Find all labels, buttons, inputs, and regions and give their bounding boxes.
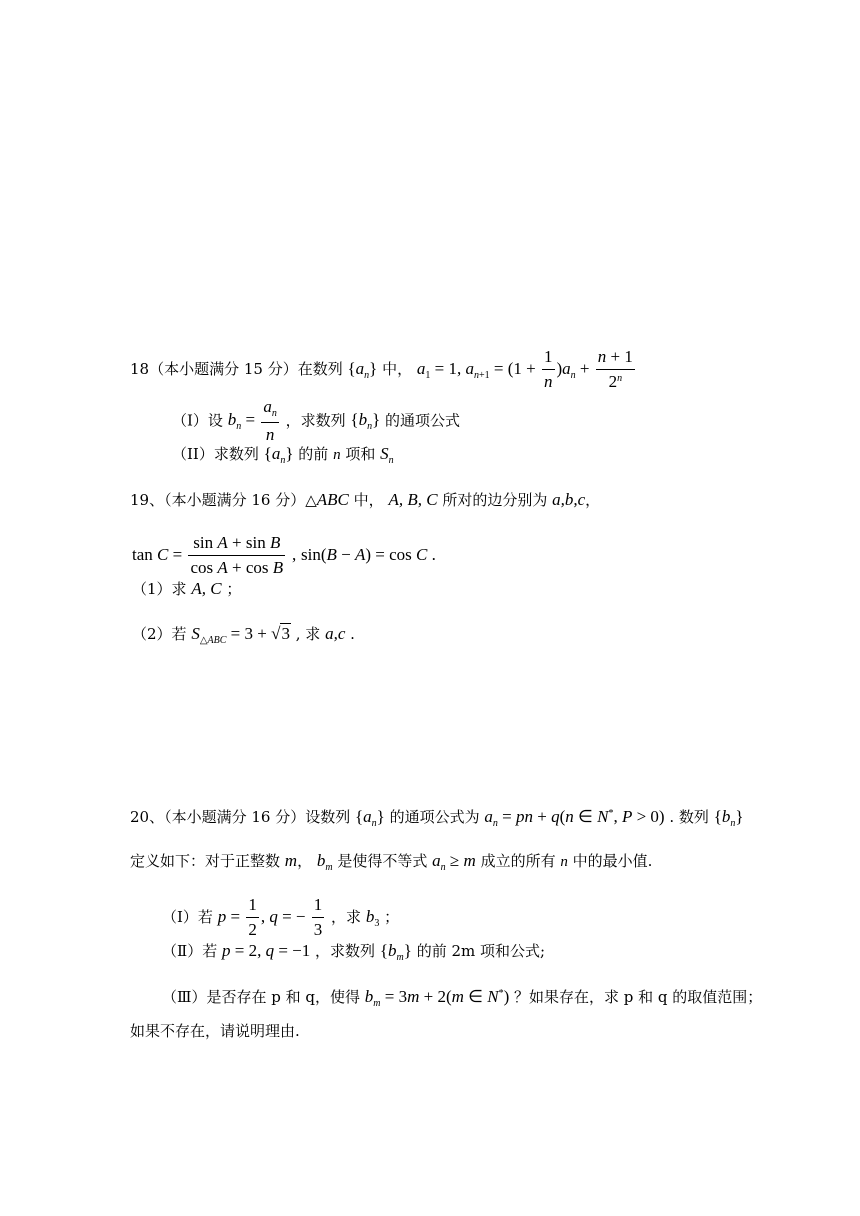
q20-part2: （Ⅱ）若 p = 2, q = −1 ，求数列 $\{b_m\}$ 的前 2m 项和公式;	[162, 941, 546, 963]
q18-bn-definition: $b_n$ = $\frac{a_n}{n}$	[227, 397, 277, 444]
q20-part2-formula: p = 2, q = −1	[221, 941, 311, 960]
q20-seq-b: $\{b_n\}$	[713, 807, 744, 829]
q18-seq: $\{a_n\}$	[347, 358, 378, 381]
q19-tan-formula: tan C = $\frac{\text{sin A + sin B}}{\text{cos A + cos B}}$	[132, 533, 284, 577]
q20-definition: 定义如下：对于正整数 m， $b_m$ 是使得不等式 $a_n \ge m$ 成立的所有 n 中的最小值.	[130, 851, 653, 873]
q20-part3: （Ⅲ）是否存在 p 和 q，使得 $b_m = 3m + 2(m$ ∈ N*) ？如果存在，求 p 和 q 的取值范围；	[162, 987, 763, 1009]
q18-part1: （I）设 $b_n$ = $\frac{a_n}{n}$ ，求数列 $\{b_n\}$ 的通项公式	[172, 397, 461, 444]
q20-part1: （Ⅰ）若 p = $\frac{1}{2}$ , q = − $\frac{1}{3}$ ，求 $b_3$ ；	[162, 895, 400, 939]
q20-inequality: $a_n \ge m$	[432, 851, 476, 873]
q20-part1-formula: p = $\frac{1}{2}$ , q = − $\frac{1}{3}$	[217, 895, 323, 939]
q19-part1: （1）求 A, C ；	[132, 579, 242, 598]
q18-part2: （II）求数列 $\{a_n\}$ 的前 n 项和 $S_n$	[172, 444, 394, 466]
q19-conditions: tan C = $\frac{\text{sin A + sin B}}{\text{cos A + cos B}}$ , sin(B − A) = cos C .	[132, 533, 436, 577]
q18-part2-seq: $\{a_n\}$	[263, 444, 294, 466]
q18-part1-seq: $\{b_n\}$	[350, 410, 381, 433]
q20-bm: $b_m$	[316, 851, 333, 873]
q20-part1-target: $b_3$	[365, 906, 380, 929]
q19-heading: 19、（本小题满分 16 分）△ABC 中， A, B, C 所对的边分别为 a,b,c，	[130, 490, 601, 509]
q20-heading: 20、（本小题满分 16 分）设数列 $\{a_n\}$ 的通项公式为 $a_n$ = pn + q(n ∈ N*, P > 0) . 数列 $\{b_n\}$	[130, 807, 744, 829]
q20-general-term: $a_n$ = pn + q(n ∈ N*, P > 0)	[484, 807, 665, 829]
q18-recurrence-formula: $a_1 = 1$, $a_{n+1} = (1$ + $\frac{1}{n}$ )$a_n$ + $\frac{n + 1}{2^n}$	[416, 347, 633, 391]
q20-seq-a: $\{a_n\}$	[355, 807, 385, 829]
q18-part2-sum: $S_n$	[380, 444, 394, 466]
q19-part2: （2）若 $S_{\triangle ABC} = 3 + √3$ , 求 a,c .	[132, 624, 355, 646]
q19-sin-formula: sin(B − A) = cos C .	[300, 544, 436, 564]
q20-part2-seq: $\{b_m\}$	[379, 941, 412, 963]
q20-part3-line2: 如果不存在，请说明理由.	[130, 1022, 300, 1040]
q20-part3-formula: $b_m = 3m + 2(m$ ∈ N*)	[364, 987, 510, 1009]
q18-heading: 18（本小题满分 15 分）在数列 $\{a_n\}$ 中， $a_1 = 1$, $a_{n+1} = (1$ + $\frac{1}{n}$ )$a_n$ + $\frac{n + 1}{2^n}$	[130, 348, 637, 392]
q19-area-formula: $S_{\triangle ABC} = 3 + √3$	[191, 624, 290, 646]
